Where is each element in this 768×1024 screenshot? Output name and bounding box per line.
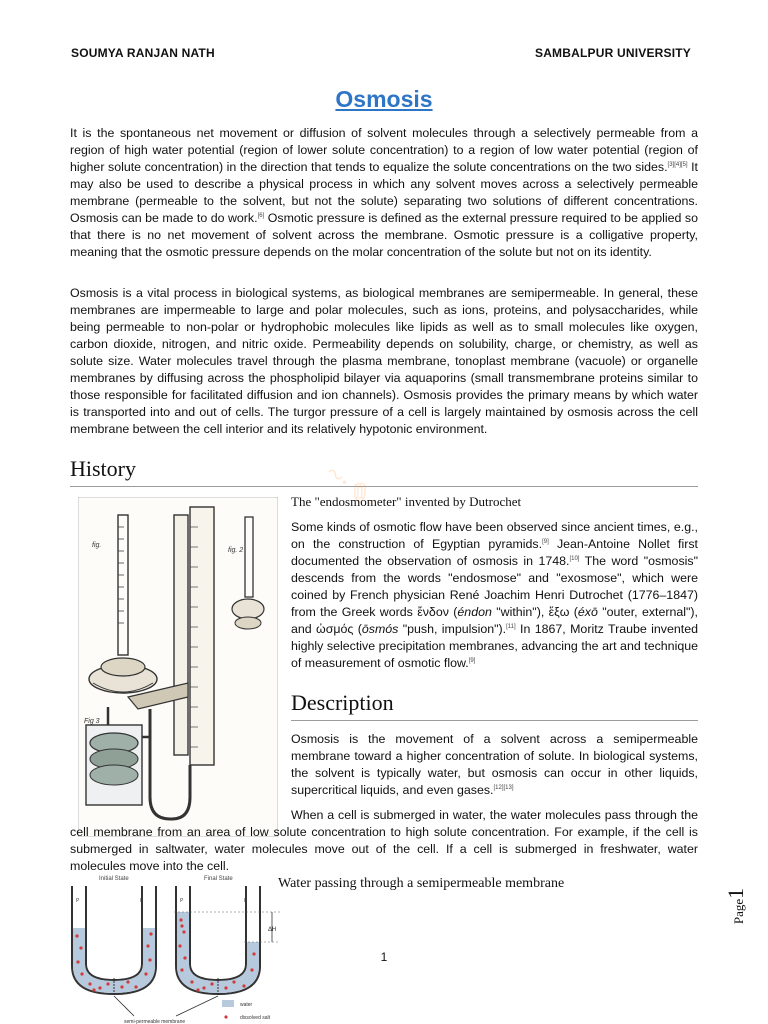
membrane-diagram [64,870,294,1024]
endosmometer-illustration [78,497,278,837]
watermark: ~·✎· [317,456,383,519]
svg-text:P: P [140,898,144,904]
initial-state-label: Initial State [99,876,129,882]
svg-text:P: P [180,898,184,904]
final-state-label: Final State [204,876,233,882]
intro-paragraph-1: It is the spontaneous net movement or diffusion of solvent molecules through a selectively permeable from a region of high water potential (region of lower solute concentration) to a region of low water potential (region of higher solute concentration) in the direction that tends to equalize the solute concentrations on the two sides.[3][4][5] It may also be used to describe a physical process in which any solvent moves across a selectively permeable membrane (permeable to the solvent, but not the solute) separating two solutions of different concentrations. Osmosis can be made to do work.[6] Osmotic pressure is defined as the external pressure required to be applied so that there is no net movement of solvent across the membrane. Osmotic pressure is a colligative property, meaning that the osmotic pressure depends on the molar concentration of the solute but not on its identity. [70,126,699,259]
description-heading: Description [291,690,394,715]
description-paragraph-1: Osmosis is the movement of a solvent across a semipermeable membrane toward a higher concentration of solute. In biological systems, the solvent is typically water, but osmosis can occur in other liquids, supercritical liquids, and even gases.[12][13] [291,732,698,797]
history-rule [70,486,698,487]
svg-text:Fig 3: Fig 3 [84,718,100,725]
intro-paragraph-2: Osmosis is a vital process in biological systems, as biological membranes are semipermeable. In general, these membranes are impermeable to large and polar molecules, such as ions, proteins, and polysaccharides, while being permeable to non-polar or hydrophobic molecules like lipids as well as to small molecules like oxygen, carbon dioxide, nitrogen, and nitric oxide. Permeability depends on solubility, charge, or chemistry, as well as solute size. Water molecules travel through the plasma membrane, tonoplast membrane (vacuole) or organelle membranes by diffusing across the phospholipid bilayer via aquaporins (small transmembrane proteins similar to those responsible for facilitated diffusion and ion channels). Osmosis provides the primary means by which water is transported into and out of cells. The turgor pressure of a cell is largely maintained by osmosis across the cell membrane between the cell interior and its relatively hypotonic environment. [70,286,698,436]
history-heading: History [70,456,136,481]
history-figure-caption: The "endosmometer" invented by Dutrochet [291,494,522,509]
svg-text:P: P [76,898,80,904]
svg-text:P: P [244,898,248,904]
history-paragraph: Some kinds of osmotic flow have been observed since ancient times, e.g., on the construction of Egyptian pyramids.[9] Jean-Antoine Nollet first documented the observation of osmosis in 1748.[10] The word "osmosis" descends from the words "endosmose" and "exosmose", which were coined by French physician René Joachim Henri Dutrochet (1776–1847) from the Greek words ἔνδον (éndon "within"), ἔξω (éxō "outer, external"), and ὠσμός (ōsmós "push, impulsion").[11] In 1867, Moritz Traube invented highly selective precipitation membranes, advancing the art and technique of measurement of osmotic flow.[9] [291,520,699,670]
page-number: 1 [380,950,388,964]
description-rule [291,720,698,721]
header-author: SOUMYA RANJAN NATH [71,46,215,60]
membrane-label: semi-permeable membrane [124,1019,186,1024]
page-title: Osmosis [335,86,433,112]
page-label: Page1 [723,887,749,925]
legend-water: water [240,1002,253,1008]
delta-h-label: ΔH [268,927,277,933]
description-paragraph-2: When a cell is submerged in water, the water molecules pass through the cell membrane from an area of low solute concentration to high solute concentration. For example, if the cell is submerged in saltwater, water molecules move out of the cell. If a cell is submerged in freshwater, water molecules move into the cell. [70,808,698,873]
svg-text:fig.: fig. [92,542,102,549]
legend-dissolved-salt: dissolved salt [240,1015,271,1021]
membrane-figure-caption: Water passing through a semipermeable membrane [278,876,565,891]
header-institution: SAMBALPUR UNIVERSITY [534,46,691,60]
svg-text:fig. 2: fig. 2 [228,547,244,554]
